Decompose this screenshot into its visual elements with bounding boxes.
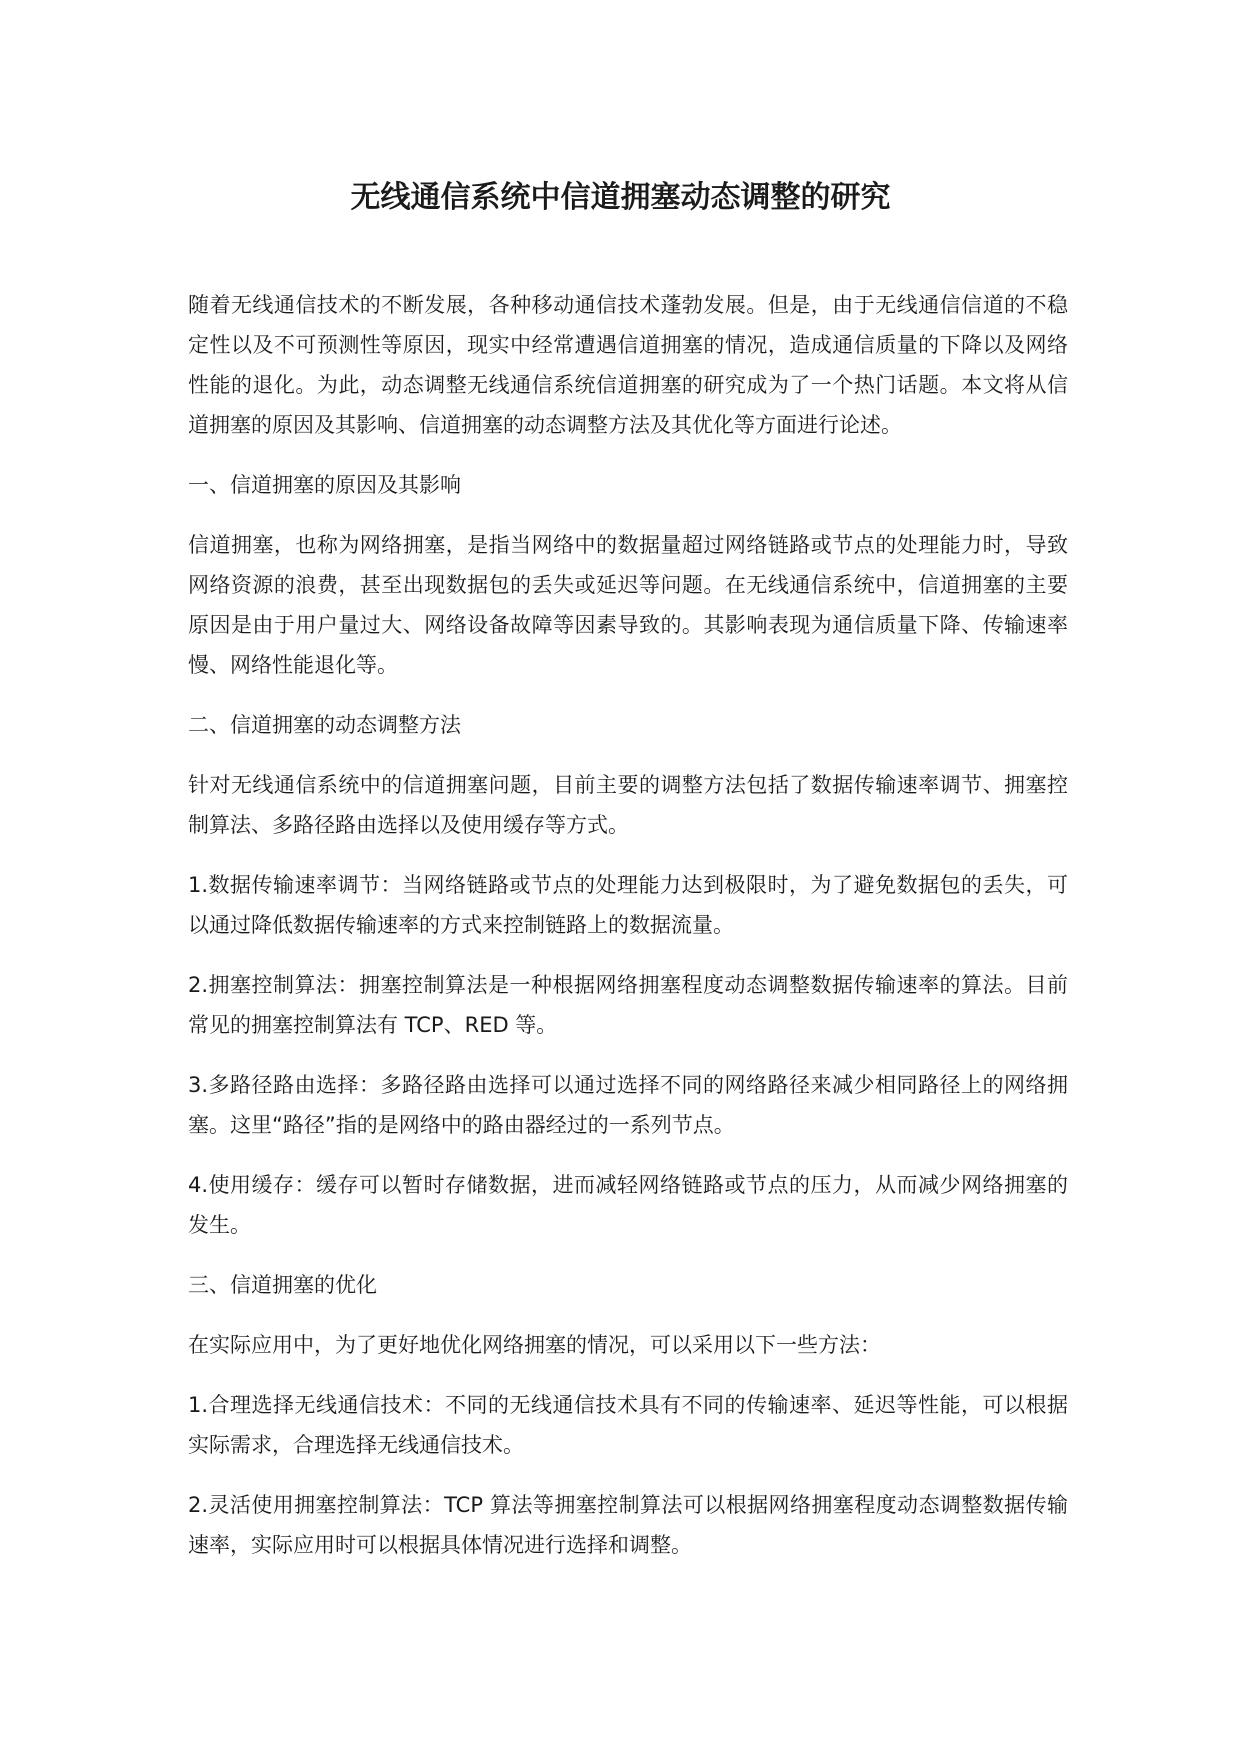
section-heading-2: 二、信道拥塞的动态调整方法 <box>188 713 461 737</box>
intro-paragraph: 随着无线通信技术的不断发展，各种移动通信技术蓬勃发展。但是，由于无线通信信道的不稳定性以及不可预测性等原因，现实中经常遭遇信道拥塞的情况，造成通信质量的下降以及网络性能的退化。为此，动态调整无线通信系统信道拥塞的研究成为了一个热门话题。本文将从信道拥塞的原因及其影响、信道拥塞的动态调整方法及其优化等方面进行论述。 <box>188 293 1068 437</box>
section-2-paragraph: 针对无线通信系统中的信道拥塞问题，目前主要的调整方法包括了数据传输速率调节、拥塞控制算法、多路径路由选择以及使用缓存等方式。 <box>188 773 1068 837</box>
list-item-multipath-routing: 3.多路径路由选择：多路径路由选择可以通过选择不同的网络路径来减少相同路径上的网络拥塞。这里“路径”指的是网络中的路由器经过的一系列节点。 <box>188 1073 1068 1137</box>
section-1-paragraph: 信道拥塞，也称为网络拥塞，是指当网络中的数据量超过网络链路或节点的处理能力时，导致网络资源的浪费，甚至出现数据包的丢失或延迟等问题。在无线通信系统中，信道拥塞的主要原因是由于用户量过大、网络设备故障等因素导致的。其影响表现为通信质量下降、传输速率慢、网络性能退化等。 <box>188 533 1068 677</box>
document-body <box>188 285 1068 1585</box>
list-item-cache: 4.使用缓存：缓存可以暂时存储数据，进而减轻网络链路或节点的压力，从而减少网络拥塞的发生。 <box>188 1173 1068 1237</box>
section-heading-3: 三、信道拥塞的优化 <box>188 1273 377 1297</box>
section-heading-1: 一、信道拥塞的原因及其影响 <box>188 473 461 497</box>
list-item-flexible-algorithm: 2.灵活使用拥塞控制算法：TCP 算法等拥塞控制算法可以根据网络拥塞程度动态调整数据传输速率，实际应用时可以根据具体情况进行选择和调整。 <box>188 1493 1068 1557</box>
list-item-congestion-control: 2.拥塞控制算法：拥塞控制算法是一种根据网络拥塞程度动态调整数据传输速率的算法。目前常见的拥塞控制算法有 TCP、RED 等。 <box>188 973 1068 1037</box>
list-item-rate-adjust: 1.数据传输速率调节：当网络链路或节点的处理能力达到极限时，为了避免数据包的丢失，可以通过降低数据传输速率的方式来控制链路上的数据流量。 <box>188 873 1068 937</box>
document-title: 无线通信系统中信道拥塞动态调整的研究 <box>350 180 891 215</box>
section-3-paragraph: 在实际应用中，为了更好地优化网络拥塞的情况，可以采用以下一些方法： <box>188 1333 881 1357</box>
list-item-wireless-tech: 1.合理选择无线通信技术：不同的无线通信技术具有不同的传输速率、延迟等性能，可以根据实际需求，合理选择无线通信技术。 <box>188 1393 1068 1457</box>
